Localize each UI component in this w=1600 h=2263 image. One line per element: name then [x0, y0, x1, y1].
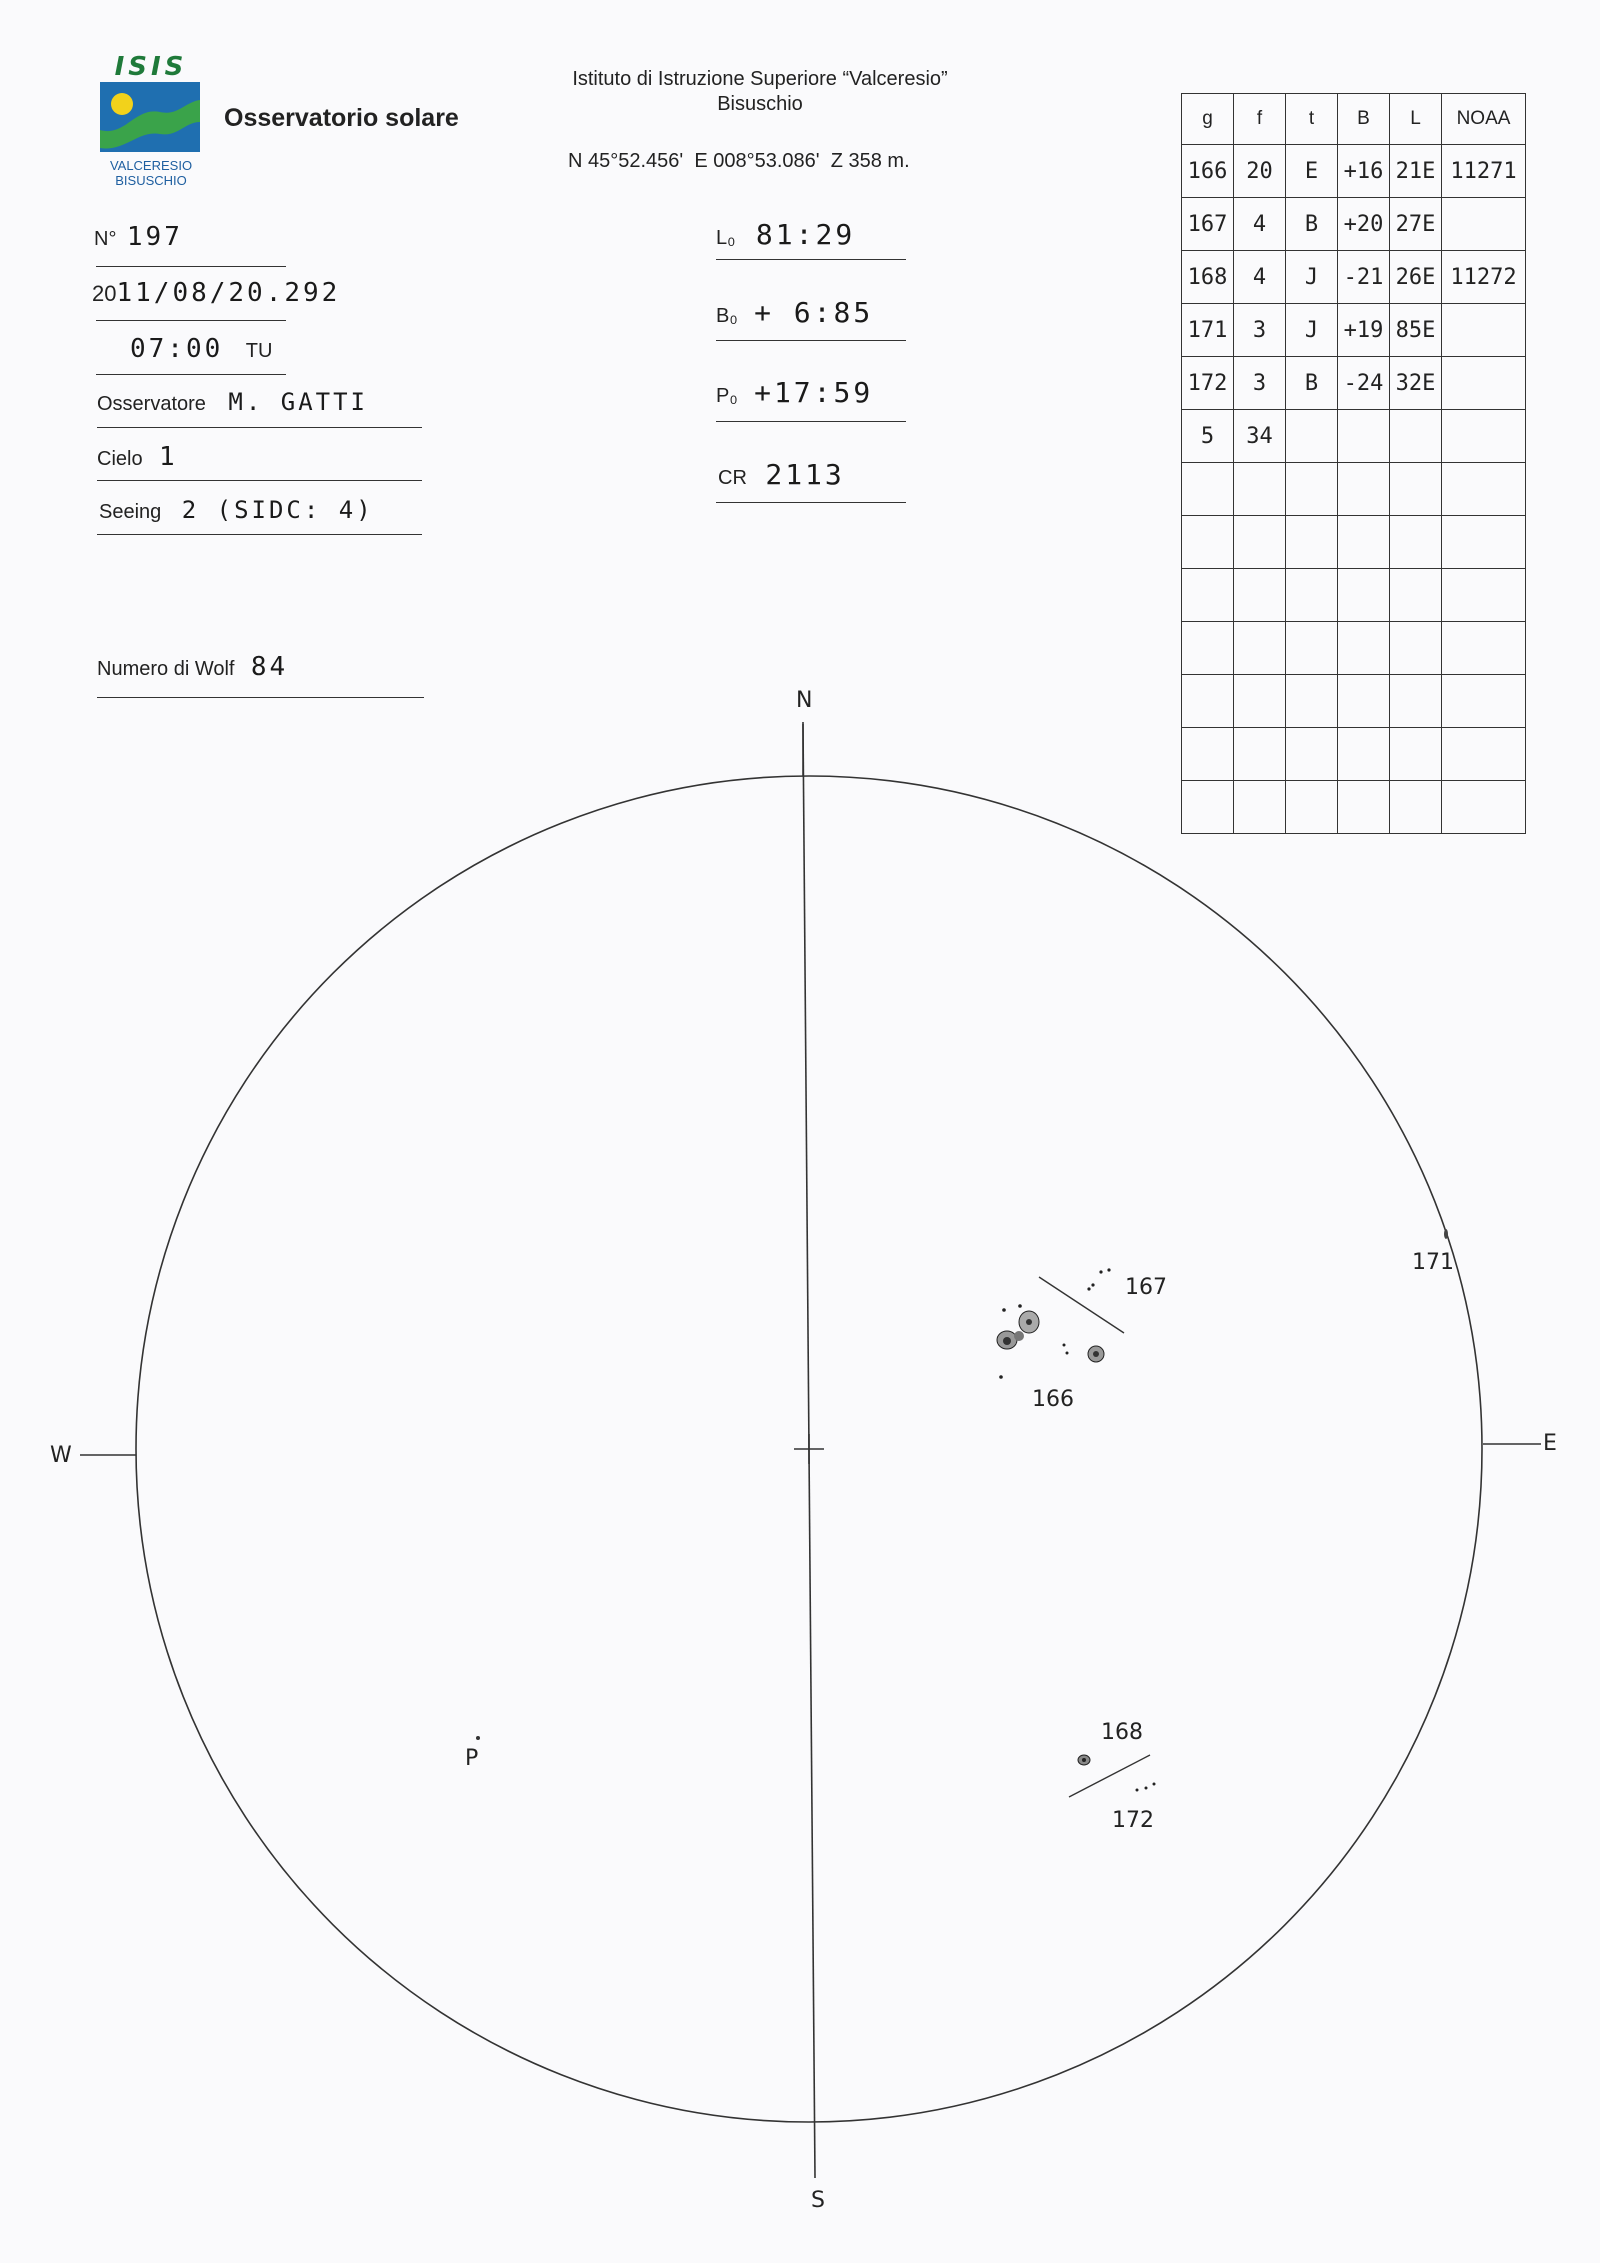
- table-cell: 85E: [1390, 304, 1442, 357]
- pole-label: P: [465, 1746, 479, 1771]
- seeing-value: 2 (SIDC: 4): [181, 496, 374, 524]
- table-cell: E: [1286, 145, 1338, 198]
- table-header-cell: t: [1286, 94, 1338, 145]
- table-cell: J: [1286, 251, 1338, 304]
- table-header-cell: g: [1182, 94, 1234, 145]
- number-value: 197: [126, 222, 183, 252]
- table-cell: 171: [1182, 304, 1234, 357]
- cr-label: CR: [718, 467, 747, 489]
- observer-label: Osservatore: [97, 393, 206, 415]
- north-label: N: [796, 688, 813, 713]
- institute-line-1: Istituto di Istruzione Superiore “Valceresio”: [572, 68, 948, 90]
- table-cell: 11271: [1442, 145, 1526, 198]
- table-cell: 27E: [1390, 198, 1442, 251]
- group-label-172: 172: [1112, 1808, 1154, 1833]
- table-cell: -21: [1338, 251, 1390, 304]
- page-title: Osservatorio solare: [224, 104, 459, 132]
- table-cell: 168: [1182, 251, 1234, 304]
- table-header-cell: B: [1338, 94, 1390, 145]
- table-cell: +20: [1338, 198, 1390, 251]
- table-cell: 32E: [1390, 357, 1442, 410]
- south-label: S: [811, 2188, 825, 2213]
- time-unit: TU: [245, 340, 273, 362]
- table-cell: -24: [1338, 357, 1390, 410]
- table-header-cell: NOAA: [1442, 94, 1526, 145]
- date-prefix: 20: [92, 281, 117, 306]
- sunspot-cluster-172: [1136, 1783, 1156, 1792]
- table-cell: 34: [1234, 410, 1286, 463]
- table-cell: 166: [1182, 145, 1234, 198]
- institute-line-2: Bisuschio: [717, 93, 803, 115]
- sunspot-cluster-166: [997, 1277, 1124, 1379]
- b0-label: B₀: [716, 305, 738, 327]
- table-cell: 11272: [1442, 251, 1526, 304]
- table-cell: 21E: [1390, 145, 1442, 198]
- observer-value: M. GATTI: [228, 388, 368, 416]
- table-cell: 167: [1182, 198, 1234, 251]
- l0-label: L₀: [716, 227, 736, 249]
- pole-dot: [476, 1736, 480, 1740]
- seeing-label: Seeing: [99, 501, 162, 523]
- table-cell: J: [1286, 304, 1338, 357]
- table-cell: 5: [1182, 410, 1234, 463]
- table-cell: 20: [1234, 145, 1286, 198]
- b0-value: + 6:85: [754, 296, 874, 329]
- table-cell: +16: [1338, 145, 1390, 198]
- wolf-value: 84: [250, 652, 289, 682]
- coordinates: N 45°52.456' E 008°53.086' Z 358 m.: [568, 150, 910, 172]
- logo-caption-2: BISUSCHIO: [115, 173, 187, 188]
- sunspot-171: [1444, 1229, 1448, 1239]
- logo-caption-1: VALCERESIO: [109, 158, 193, 173]
- table-cell: 172: [1182, 357, 1234, 410]
- table-cell: 3: [1234, 357, 1286, 410]
- sunspot-cluster-167: [1087, 1268, 1110, 1290]
- cr-value: 2113: [765, 458, 845, 491]
- table-cell: 4: [1234, 251, 1286, 304]
- date-value: 11/08/20.292: [116, 278, 341, 308]
- table-header-cell: L: [1390, 94, 1442, 145]
- table-cell: 3: [1234, 304, 1286, 357]
- sky-value: 1: [159, 442, 178, 472]
- table-header-cell: f: [1234, 94, 1286, 145]
- time-value: 07:00: [130, 334, 224, 364]
- group-label-166: 166: [1032, 1387, 1074, 1412]
- sky-label: Cielo: [97, 448, 143, 470]
- group-label-167: 167: [1125, 1275, 1167, 1300]
- p0-value: +17:59: [754, 376, 874, 409]
- number-label: N°: [94, 228, 117, 250]
- p0-label: P₀: [716, 385, 738, 407]
- logo-text: ISIS: [114, 52, 188, 82]
- group-label-171: 171: [1412, 1250, 1454, 1275]
- wolf-label: Numero di Wolf: [97, 658, 235, 680]
- east-label: E: [1543, 1431, 1557, 1456]
- group-label-168: 168: [1101, 1720, 1143, 1745]
- west-label: W: [50, 1443, 72, 1468]
- table-cell: 26E: [1390, 251, 1442, 304]
- table-cell: 4: [1234, 198, 1286, 251]
- table-cell: B: [1286, 198, 1338, 251]
- center-cross: [794, 1434, 824, 1464]
- l0-value: 81:29: [755, 218, 856, 251]
- table-cell: +19: [1338, 304, 1390, 357]
- table-cell: B: [1286, 357, 1338, 410]
